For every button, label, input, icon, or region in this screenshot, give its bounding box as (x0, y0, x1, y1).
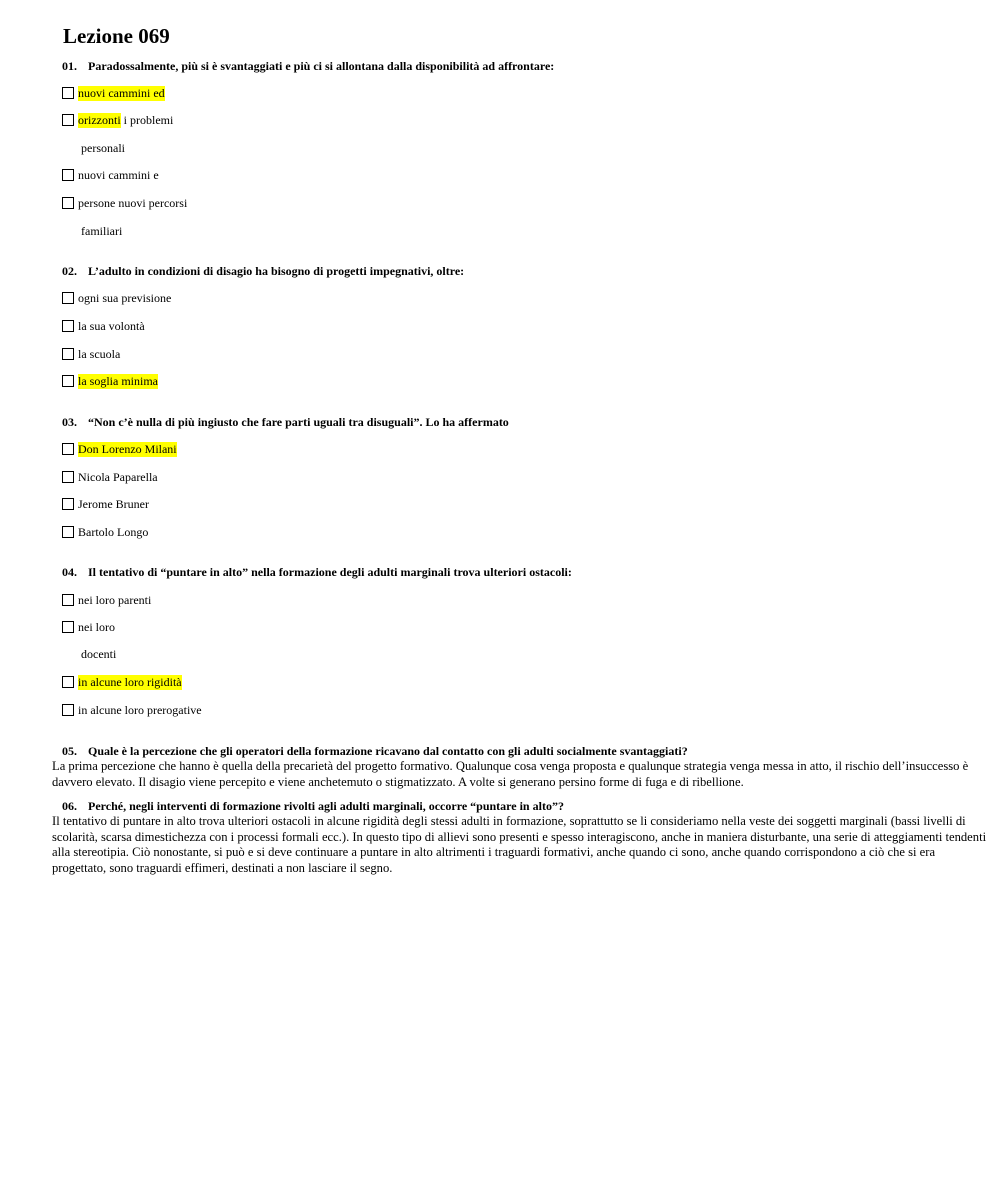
option-label: la scuola (78, 346, 121, 361)
answer-option[interactable] (62, 373, 158, 389)
checkbox[interactable] (62, 594, 74, 606)
question-number: 05. (62, 744, 77, 758)
question-04 (62, 565, 572, 580)
checkbox[interactable] (62, 114, 74, 126)
question-06 (62, 799, 564, 814)
answer-option[interactable] (62, 496, 149, 512)
option-label: nei loro parenti (78, 592, 152, 607)
option-label-highlighted: in alcune loro rigidità (78, 674, 182, 689)
checkbox[interactable] (62, 197, 74, 209)
question-03 (62, 415, 509, 430)
checkbox[interactable] (62, 375, 74, 387)
checkbox[interactable] (62, 169, 74, 181)
open-answer: La prima percezione che hanno è quella della precarietà del progetto formativo. Qualunque cosa venga proposta e qualunque strategia venga messa in atto, il rischio dell’insuccesso è davvero elevato. Il disagio viene percepito e viene anchetemuto o stigmatizzato. A volte si generano persino forme di fuga e di ribellione. (52, 759, 969, 789)
question-text: Perché, negli interventi di formazione rivolti agli adulti marginali, occorre “puntare in alto”? (88, 799, 564, 813)
question-text: Il tentativo di “puntare in alto” nella formazione degli adulti marginali trova ulteriori ostacoli: (88, 565, 572, 579)
option-label: ogni sua previsione (78, 290, 172, 305)
answer-option[interactable] (62, 318, 145, 334)
answer-option[interactable] (62, 290, 171, 306)
option-label: i problemi (120, 112, 174, 127)
option-label: persone nuovi percorsi (78, 195, 188, 210)
question-number: 06. (62, 799, 77, 813)
question-text: L’adulto in condizioni di disagio ha bisogno di progetti impegnativi, oltre: (88, 264, 465, 278)
answer-option[interactable] (62, 524, 148, 540)
checkbox[interactable] (62, 443, 74, 455)
answer-option[interactable] (62, 112, 173, 128)
answer-option[interactable] (62, 702, 202, 718)
option-label-highlighted: orizzonti (78, 112, 121, 127)
checkbox[interactable] (62, 704, 74, 716)
option-label: la sua volontà (78, 318, 145, 333)
option-label: in alcune loro prerogative (78, 702, 202, 717)
answer-option[interactable] (62, 195, 187, 211)
question-number: 02. (62, 264, 77, 278)
answer-option[interactable] (62, 441, 177, 457)
option-label: Jerome Bruner (78, 496, 149, 511)
option-label-continuation: docenti (81, 647, 117, 661)
checkbox[interactable] (62, 87, 74, 99)
question-text: “Non c’è nulla di più ingiusto che fare parti uguali tra disuguali”. Lo ha affermato (88, 415, 509, 429)
question-01 (62, 59, 554, 74)
page-title: Lezione 069 (63, 24, 170, 48)
checkbox[interactable] (62, 292, 74, 304)
question-number: 01. (62, 59, 77, 73)
option-label-highlighted: la soglia minima (78, 373, 158, 388)
checkbox[interactable] (62, 526, 74, 538)
answer-option[interactable] (62, 619, 115, 635)
answer-option[interactable] (62, 469, 158, 485)
answer-option[interactable] (62, 85, 165, 101)
checkbox[interactable] (62, 471, 74, 483)
checkbox[interactable] (62, 676, 74, 688)
option-label: Nicola Paparella (78, 469, 158, 484)
answer-option[interactable] (62, 592, 151, 608)
option-label: nuovi cammini e (78, 167, 159, 182)
option-label: Bartolo Longo (78, 524, 149, 539)
question-number: 04. (62, 565, 77, 579)
question-text: Quale è la percezione che gli operatori della formazione ricavano dal contatto con gli adulti socialmente svantaggiati? (88, 744, 688, 758)
checkbox[interactable] (62, 498, 74, 510)
option-label: nei loro (78, 619, 115, 634)
option-label-continuation: familiari (81, 224, 123, 238)
answer-option[interactable] (62, 346, 120, 362)
question-02 (62, 264, 464, 279)
option-label-highlighted: Don Lorenzo Milani (78, 441, 177, 456)
answer-option[interactable] (62, 167, 159, 183)
question-number: 03. (62, 415, 77, 429)
question-05 (62, 744, 688, 759)
checkbox[interactable] (62, 320, 74, 332)
checkbox[interactable] (62, 348, 74, 360)
option-label: nuovi cammini ed (78, 85, 165, 100)
question-text: Paradossalmente, più si è svantaggiati e più ci si allontana dalla disponibilità ad affrontare: (88, 59, 555, 73)
answer-option[interactable] (62, 674, 182, 690)
checkbox[interactable] (62, 621, 74, 633)
open-answer: Il tentativo di puntare in alto trova ulteriori ostacoli in alcune rigidità degli stessi adulti in formazione, soprattutto se li consideriamo nella veste dei soggetti marginali (bassi livelli di scolarità, scarsa dimestichezza con i processi formali ecc.). In questo tipo di allievi sono presenti e spesso interagiscono, anche in maniera disturbante, una serie di atteggiamenti tendenti alla stereotipia. Ciò nonostante, si può e si deve continuare a puntare in alto altrimenti i traguardi formativi, anche quando ci sono, anche quando corrispondono a ciò che si era progettato, sono traguardi effimeri, destinati a non lasciare il segno. (52, 814, 987, 876)
option-label-continuation: personali (81, 141, 125, 155)
